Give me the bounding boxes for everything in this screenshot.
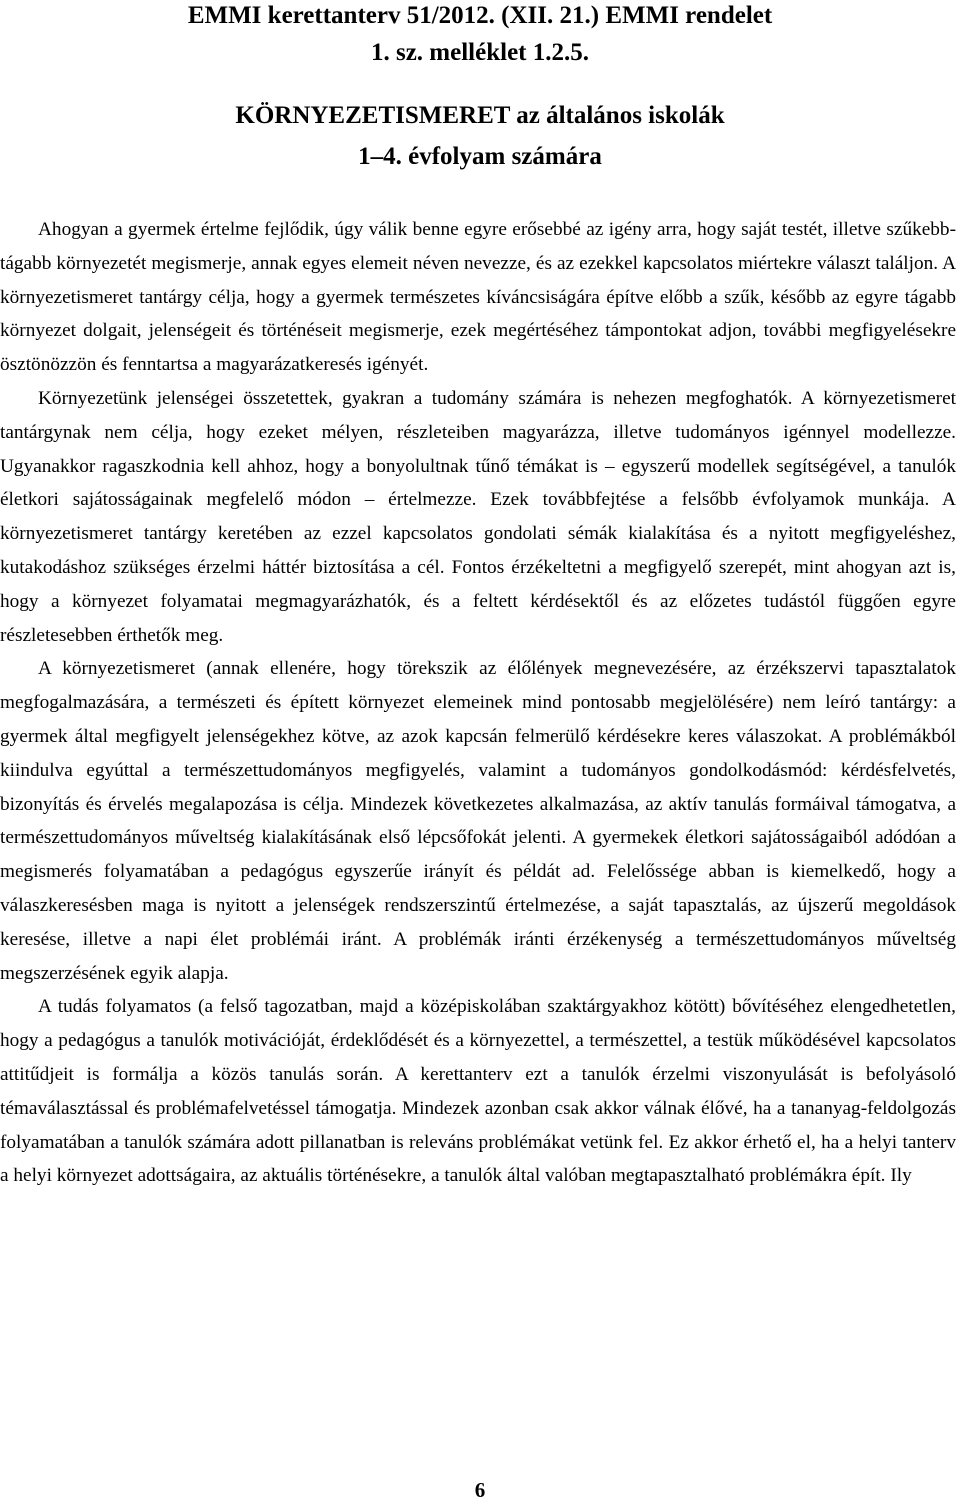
paragraph: Ahogyan a gyermek értelme fejlődik, úgy válik benne egyre erősebbé az igény arra, hogy saját testét, illetve szűkebb-tágabb környezetét megismerje, annak egyes elemeit néven nevezze, és az ezekkel kapcsolatos miértekre választ találjon. A környezetismeret tantárgy célja, hogy a gyermek természetes kíváncsiságára építve előbb a szűk, később az egyre tágabb környezet dolgait, jelenségeit és történéseit megismerje, ezek megértéséhez támpontokat adjon, további megfigyelésekre ösztönözzön és fenntartsa a magyarázatkeresés igényét. [0,219,956,376]
document-body [0,213,956,1193]
grade-range-title: 1–4. évfolyam számára [358,143,602,170]
subject-title: KÖRNYEZETISMERET az általános iskolák [235,102,725,129]
paragraph: Környezetünk jelenségei összetettek, gyakran a tudomány számára is nehezen megfoghatók. A környezetismeret tantárgynak nem célja, hogy ezeket mélyen, részleteiben magyarázza, illetve tudományos igénnyel modellezze. Ugyanakkor ragaszkodnia kell ahhoz, hogy a bonyolultnak tűnő témákat is – egyszerű modellek segítségével, a tanulók életkori sajátosságainak megfelelő módon – értelmezze. Ezek továbbfejtése a felsőbb évfolyamok munkája. A környezetismeret tantárgy keretében az ezzel kapcsolatos gondolati sémák kialakítása és a nyitott megfigyeléshez, kutakodáshoz szükséges érzelmi háttér biztosítása a cél. Fontos érzékeltetni a megfigyelő szerepét, mint ahogyan azt is, hogy a környezet folyamatai megmagyarázhatók, és a feltett kérdésektől és az előzetes tudástól függően egyre részletesebben érthetők meg. [0,387,956,646]
title-line-2: 1. sz. melléklet 1.2.5. [370,39,589,66]
title-line-1: EMMI kerettanterv 51/2012. (XII. 21.) EMMI rendelet [187,2,773,29]
paragraph: A környezetismeret (annak ellenére, hogy törekszik az élőlények megnevezésére, az érzékszervi tapasztalatok megfogalmazására, a természeti és épített környezet elemeinek mind pontosabb megjelölésére) nem leíró tantárgy: a gyermek által megfigyelt jelenségekhez kötve, az azok kapcsán felmerülő kérdésekre keres válaszokat. A problémákból kiindulva egyúttal a természettudományos megfigyelés, valamint a tudományos gondolkodásmód: kérdésfelvetés, bizonyítás és érvelés megalapozása is célja. Mindezek következetes alkalmazása, az aktív tanulás formáival támogatva, a természettudományos műveltség kialakításának első lépcsőfokát jelenti. A gyermekek életkori sajátosságaiból adódóan a megismerés folyamatában a pedagógus egyszerűe irányít és példát ad. Felelőssége abban is kiemelkedő, hogy a válaszkeresésben maga is nyitott a jelenségek rendszerszintű értelmezése, a saját tapasztalás, az újszerű megoldások keresése, illetve a napi élet problémái iránt. A problémák iránti érzékenység a természettudományos műveltség megszerzésének egyik alapja. [0,658,956,984]
paragraph: A tudás folyamatos (a felső tagozatban, majd a középiskolában szaktárgyakhoz kötött) bővítéséhez elengedhetetlen, hogy a pedagógus a tanulók motivációját, érdeklődését és a környezettel, a természettel, a testük működésével kapcsolatos attitűdjeit is formálja a közös tanulás során. A kerettanterv ezt a tanulók érzelmi viszonyulását is befolyásoló témaválasztással és problémafelvetéssel támogatja. Mindezek azonban csak akkor válnak élővé, ha a tananyag-feldolgozás folyamatában a tanulók számára adott pillanatban is releváns problémákat vetünk fel. Ez akkor érhető el, ha a helyi tanterv a helyi környezet adottságaira, az aktuális történésekre, a tanulók által valóban megtapasztalható problémákra épít. Ily [0,996,956,1187]
page-number: 6 [474,1478,486,1502]
